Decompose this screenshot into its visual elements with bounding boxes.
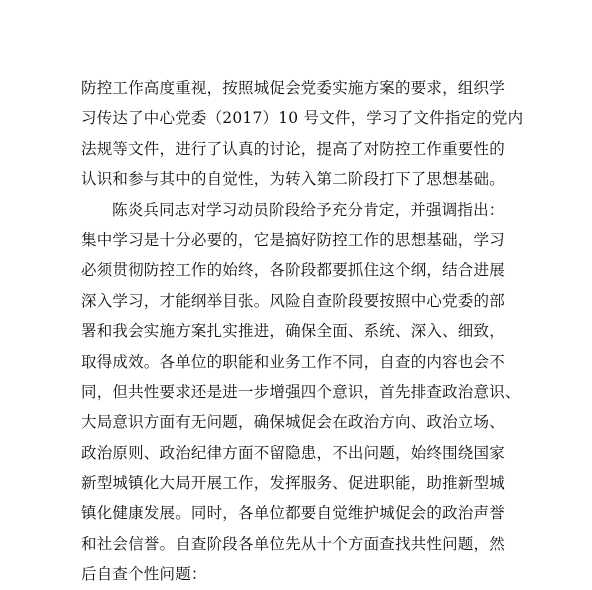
text-line: 法规等文件，进行了认真的讨论，提高了对防控工作重要性的 <box>81 139 505 158</box>
text-line: 习传达了中心党委（2017）10 号文件，学习了文件指定的党内 <box>81 109 524 128</box>
text-line: 新型城镇化大局开展工作，发挥服务、促进职能，助推新型城 <box>81 474 505 493</box>
text-line: 取得成效。各单位的职能和业务工作不同，自查的内容也会不 <box>81 352 505 371</box>
text-line: 后自查个性问题： <box>81 565 207 584</box>
text-line: 大局意识方面有无问题，确保城促会在政治方向、政治立场、 <box>81 413 505 432</box>
text-line: 集中学习是十分必要的，它是搞好防控工作的思想基础，学习 <box>81 230 505 249</box>
text-line: 同，但共性要求还是进一步增强四个意识，首先排查政治意识、 <box>81 382 521 401</box>
text-line: 深入学习，才能纲举目张。风险自查阶段要按照中心党委的部 <box>81 291 505 310</box>
text-line: 和社会信誉。自查阶段各单位先从十个方面查找共性问题，然 <box>81 534 505 553</box>
text-line: 认识和参与其中的自觉性，为转入第二阶段打下了思想基础。 <box>81 170 505 189</box>
body-text <box>81 73 524 590</box>
text-line: 署和我会实施方案扎实推进，确保全面、系统、深入、细致， <box>81 322 505 341</box>
text-line: 政治原则、政治纪律方面不留隐患，不出问题，始终围绕国家 <box>81 443 505 462</box>
text-line: 防控工作高度重视，按照城促会党委实施方案的要求，组织学 <box>81 79 505 97</box>
text-line: 必须贯彻防控工作的始终，各阶段都要抓住这个纲，结合进展 <box>81 261 505 280</box>
text-line: 镇化健康发展。同时，各单位都要自觉维护城促会的政治声誉 <box>81 504 505 523</box>
paragraph-first-line: 陈炎兵同志对学习动员阶段给予充分肯定，并强调指出： <box>112 200 505 219</box>
